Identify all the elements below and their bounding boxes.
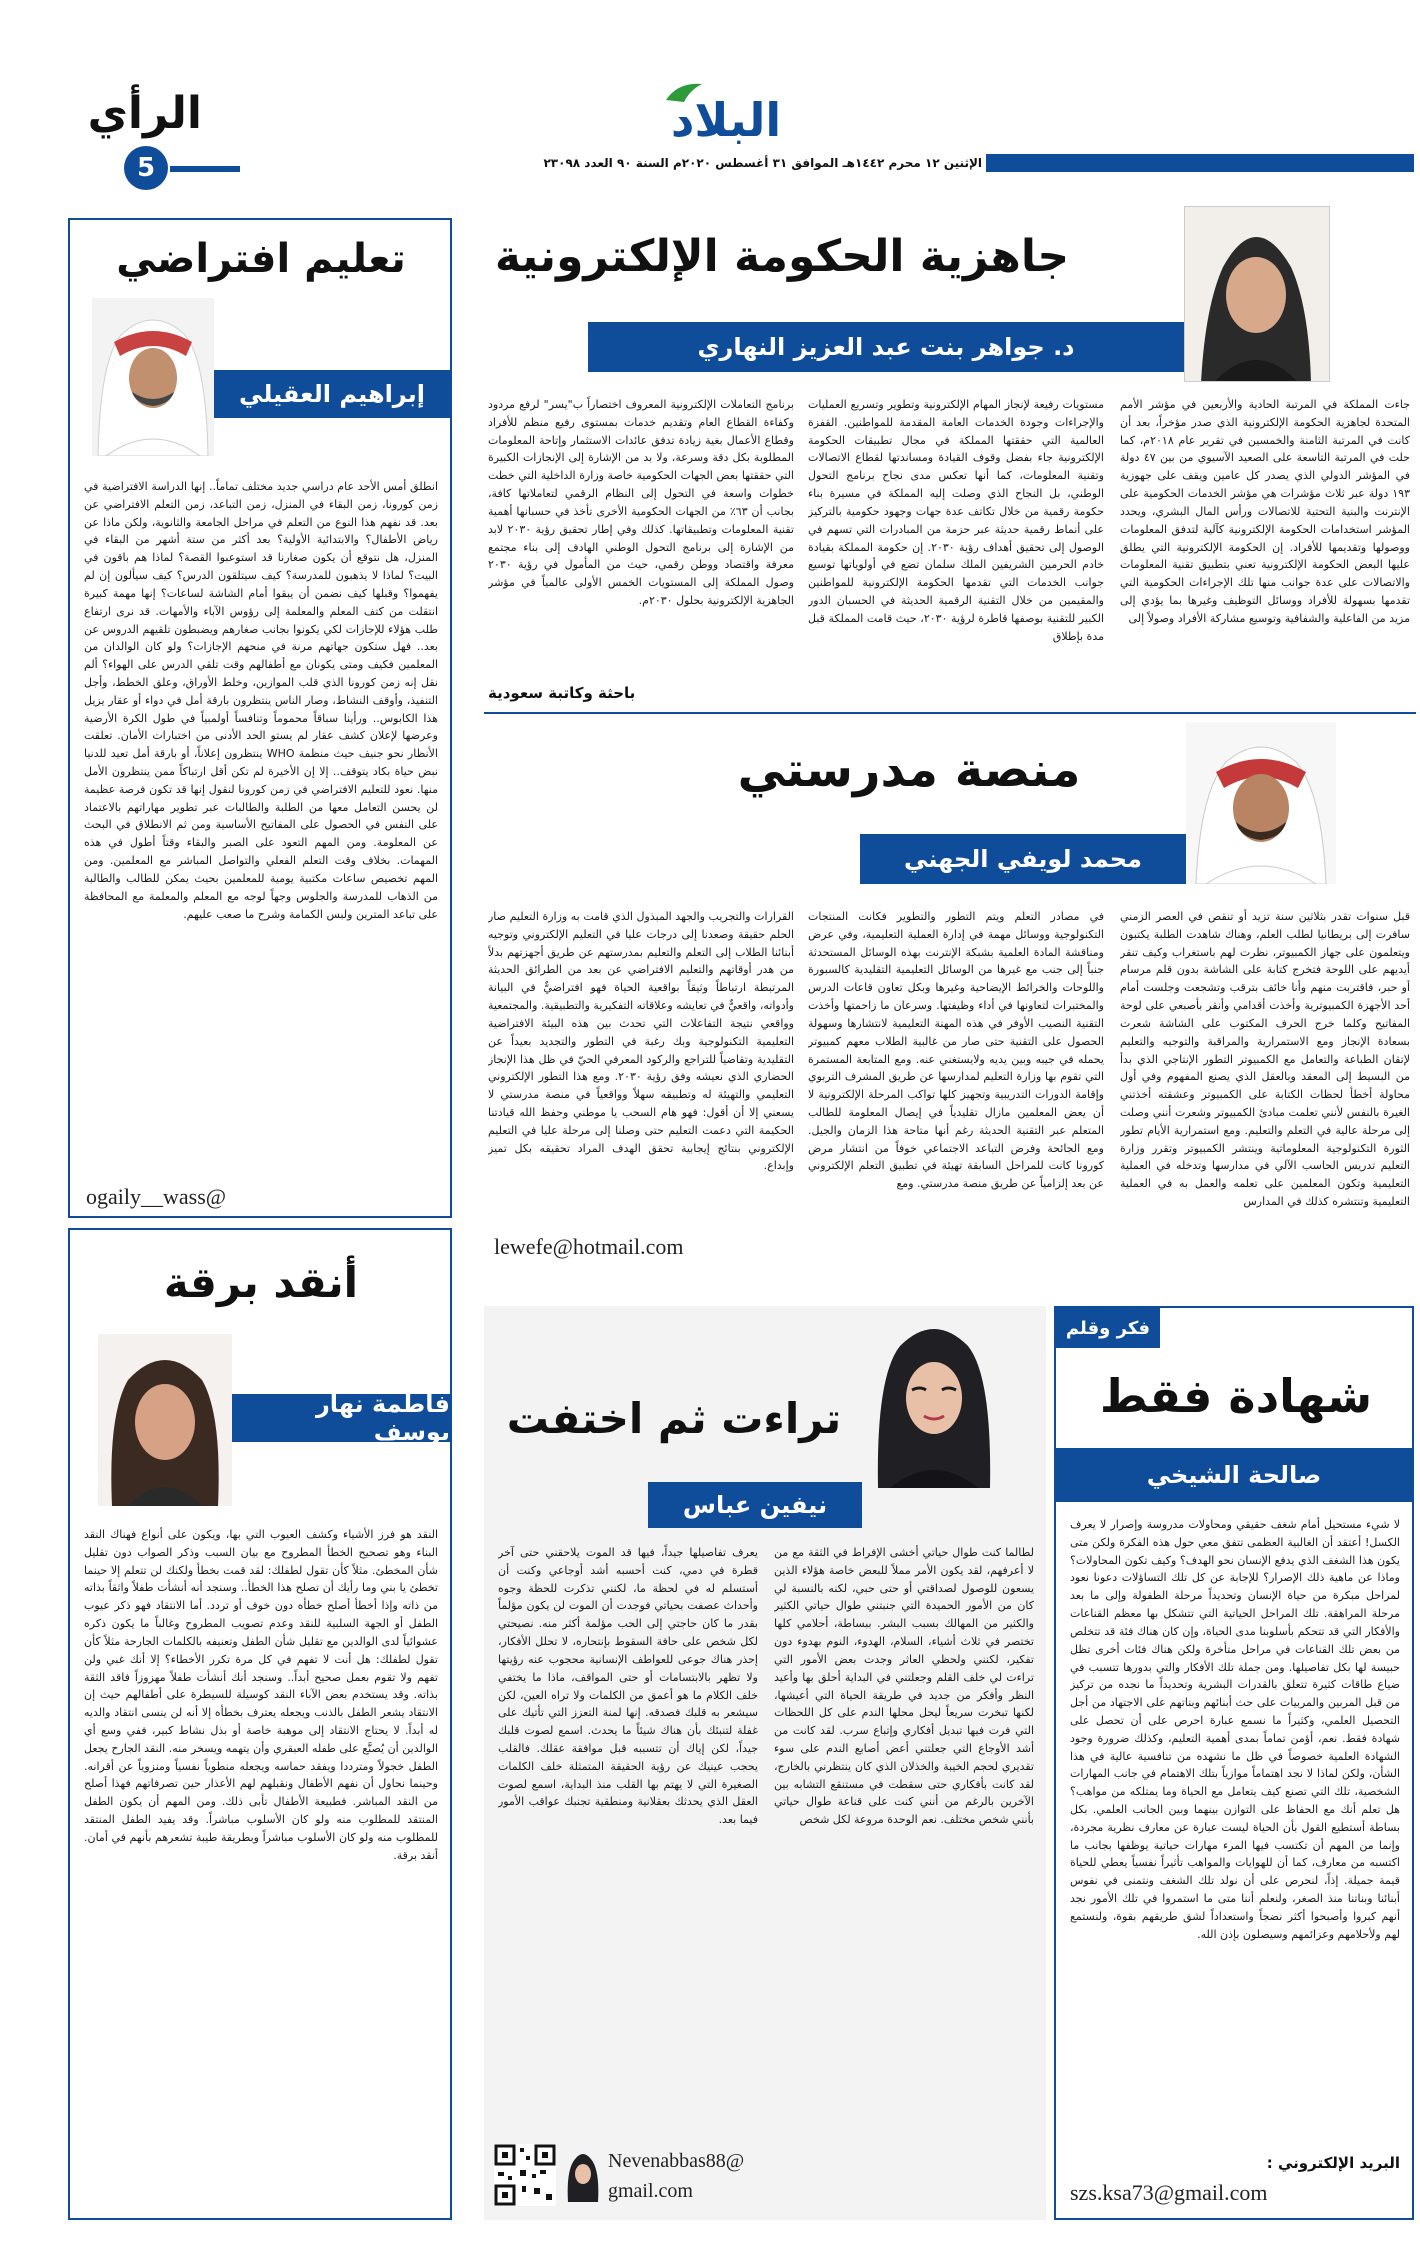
- newspaper-logo: [664, 80, 788, 152]
- article-column: يعرف تفاصيلها جيداً، فيها قد الموت يلاحقني حتى آخر قطرة في دمي، كنت أحسبه أشد أوجاعي وكنت أن أستسلم له في لحظة ما، لكنني تذكرت للحظة وجوه وأحداث عصفت بحياتي فوجدت أن الموت لن يكون مؤلماً بقدر ما كان حاجتي إلى الحب مؤلمة أكثر منه. نصيحتي لكل شخص على حافة السقوط بإنتحاره، لا تحلل الأفكار، إحذر هناك جوعى للعواطف الإنسانية محجوب عنه رؤيتها ولا تظهر بالابتسامات أو حتى المواقف، ماذا ما يختفي خلف الكلام ما هو أعمق من الكلمات ولا تراه العين، لكن سيشعر به قلبك فصدقه. إنها لمنة التعزز التي تأتيك على غفلة لتنبئك بأن هناك شيئاً ما يحدث. اسمع لصوت قلبك جيداً، لكن إياك أن تتسببه قبل موافقة عقلك. فالقلب يحجب عينيك عن رؤية الحقيقة المتمثلة خلف الكلمات الصغيرة التي لا يهتم بها القلب منذ البداية، اسمع لصوت العقل الذي يحدثك بعقلانية ومنطقية تجنبك عواقب الأمور فيما بعد.: [498, 1546, 758, 1827]
- section-underline: [170, 166, 240, 172]
- article-column: برنامج التعاملات الإلكترونية المعروف اختصاراً ب"يسر" لرفع مردود وكفاءة القطاع العام وتقديم خدمات بمستوى رفيع منظم للأفراد وقطاع الأعمال بغية زيادة تدفق عائدات الاستثمار وإتاحة المعلومات المطلوبة بكل دقة وسرعة، ولا بد من الإشارة إلى الإنجازات الكبيرة التي حققتها بعض الجهات الحكومية خاصة وزارة الداخلية التي خطت خطوات واسعة في التحول إلى النظام الرقمي لتعاملاتها كافة، بجانب أن ٦٣٪ من الجهات الحكومية الأخرى تأخذ في حسبانها أهمية تقنية المعلومات وتطبيقاتها. كذلك وفي إطار تحقيق رؤية ٢٠٣٠ لابد من الإشارة إلى برنامج التحول الوطني الهادف إلى بناء مجتمع معرفة واقتصاد ووطن رقمي، حيث من المأمول في رؤية ٢٠٣٠ وصول المملكة إلى المستويات الخمس الأولى عالمياً في مؤشر الجاهزية الإلكترونية بحلول ٢٠٣٠م.: [488, 398, 794, 607]
- section-tag: [1056, 1308, 1160, 1348]
- author-name: د. جواهر بنت عبد العزيز النهاري: [697, 333, 1075, 361]
- qr-code[interactable]: [494, 2144, 556, 2206]
- section-label: [87, 84, 202, 144]
- article-title: تعليم افتراضي: [116, 236, 406, 282]
- author-name: صالحة الشيخي: [1146, 1461, 1322, 1489]
- date-line: الإثنين ١٢ محرم ١٤٤٢هـ الموافق ٣١ أغسطس ٢٠٢٠م السنة ٩٠ العدد ٢٣٠٩٨: [543, 156, 982, 170]
- author-name-banner: [232, 1390, 450, 1446]
- divider: [484, 712, 1416, 714]
- date-bar: [986, 154, 1414, 172]
- article-title: أنقد برقة: [163, 1258, 359, 1307]
- author-name: إبراهيم العقيلي: [239, 380, 425, 408]
- article-faded: [484, 1306, 1046, 2220]
- author-photo: [98, 1334, 232, 1506]
- section-title: الرأي: [87, 88, 202, 139]
- article-title: شهادة فقط: [1099, 1369, 1373, 1423]
- author-name-banner: [860, 834, 1186, 884]
- email-label: البريد الإلكتروني :: [1266, 2154, 1400, 2172]
- article-certificate: [1054, 1306, 1414, 2220]
- article-body: النقد هو فرز الأشياء وكشف العيوب التي بها، ويكون على أنواع فهناك النقد البناء وهو تصحيح الخطأ المطروح مع بيان السبب وذكر الصواب دون تقليل شأن المخطئ. مثلاً كأن تقول لطفلك: لقد قمت بخطأ ولكنك لن تتعلم إلا حينما تخطئ يا بني وما رأيك أن تصلح هذا الخطأ.. وسنجد أنه أنشأت طفلاً واثقاً بذاته من ذاته وإذا أخطأ أصلح خطأه دون خوف أو تردد. أما الانتقاد فهو ذكر عيوب الطفل أو الجهة السلبية للنقد وعدم تصويب المطروح وغالباً ما يكون ذكره عشوائياً لدى الوالدين مع تقليل شأن الطفل وتعنيفه بالكلمات الجارحة مثلاً كأن تقول لطفلك: هل أنت لا تفهم في كل مرة تكرر الأخطاء؟ إلا أنك غبي ولن تفهم ولا تقوم بعمل صحيح أبداً.. وسنجد أنك أنشأت طفلاً مهزوزاً فاقد الثقة بذاته. وقد يستخدم بعض الآباء النقد كوسيلة للسيطرة على أطفالهم حيث إن الانتقاد يشعر الطفل بالذنب ويجعله يعترف بخطأه إلا أنه لن ينسى انتقاد والديه له أبداً. لا يحتاج الانتقاد إلى موهبة خاصة أو بذل نشاط كبير، ففي وسع أي الوالدين أن يُصنَّع على طفله العبقري وأن يتهمه ويسخر منه. النقد الجارح يجعل الطفل خجولاً ومترددا ويفقد حماسه ويجعله منطوياً نفسياً ومنزوياً عن أقرانه. وحينما نحاول أن نفهم الأطفال ونقبلهم لهم الأعذار حين تصرفاتهم فهذا أصلح من النقد المباشر. فطبيعة الأطفال تأبى ذلك. ومن المهم أن يكون الطفل المنتقد للمطلوب منه ولو كان الأسلوب مباشراً. وقد يفيد الطفل المنتقد للمطلوب منه ولو كان الأسلوب مباشراً وبطريقة طيبة تشعرهم بأنهم في أمان. أنقد برقة.: [84, 1528, 438, 1862]
- author-name-banner: [588, 322, 1184, 372]
- page-number-badge: [124, 146, 168, 190]
- author-email[interactable]: Nevenabbas88@ gmail.com: [608, 2150, 745, 2202]
- masthead: [0, 0, 1420, 183]
- logo-text: البلاد: [670, 93, 782, 147]
- article-body: انطلق أمس الأحد عام دراسي جديد مختلف تماماً.. إنها الدراسة الافتراضية في زمن كورونا، زمن البقاء في المنزل، زمن التباعد، زمن التعلم الافتراضي عن بعد. قد نفهم هذا النوع من التعلم في مراحل الجامعة والثانوية، ولكن ماذا عن رياض الأطفال؟ والابتدائية الأولية؟ بعد أكثر من ستة أشهر من البقاء في المنزل، هل نتوقع أن يكون صغارنا قد استوعبوا القصة؟ لماذا هم باقون في البيت؟ لماذا لا يذهبون للمدرسة؟ كيف سيتلقون الدرس؟ كيف سيألون إن لم يفهموا؟ وقبلها كيف نضمن أن يبقوا أمام الشاشة لساعات؟ إنها مهمة كبيرة انتقلت من كتف المعلم والمعلمة إلى رؤوس الآباء والأمهات. قد نرى ارتفاع طلب هؤلاء للإجازات لكي يكونوا بجانب صغارهم ويضبطون تلقيهم الدروس عن بعد.. فهل ستكون جهاتهم مرنة في منحهم الإجازات؟ ولو كان الوالدان من المعلمين فكيف ومتى يكونان مع أطفالهم وقت تلقي الدرس على الهواء؟ ألم نقل إنه زمن كورونا الذي قلب الموازين، وخلط الأوراق، وعلق الخطط، وأجل التنفيذ، وأوقف النشاط، وصار الناس ينتظرون بارقة أمل في دواء أو عقار يزيل هذا الكابوس.. ورأينا سباقاً محموماً وتنافساً أولمبياً في طول الكرة الأرضية وعرضها لإعلان كشف عقار لم يستو الحد الأدنى من اختبارات الأمان. تعلقت الأنظار نحو جنيف حيث منظمة WHO ينتظرون إعلاناً، أو بارقة أمل تعيد للدنيا نبض حياة بكاد يتوقف.. إلا إن الأخيرة لم تكن أقل ارتباكاً ممن ينتظرون الأمل منها. نعود للتعليم الافتراضي في زمن كورونا لنقول إنها قد تكون فرصة عظيمة لن يحسن التعامل معها من الطلبة والطالبات عبر تطوير مهاراتهم بالاعتماد على النفس في الحصول على المفاتيح الأساسية ومن ثم الانطلاق في البحث عن المعلومة. ومن المهم التعود على الصبر والبقاء وقتاً أطول في هذه المهمات. بخلاف وقت التعلم الفعلي والتواصل المباشر مع المعلمين. ومن المهم تخصيص ساعات مكتبية يومية للمعلمين بحيث يمكن للطالب والطالبة من الذهاب للمدرسة والجلوس وجهاً لوجه مع المعلم والمعلمة مع المحافظة على تباعد المترين ولبس الكمامة وشرح ما صعب عليهم.: [84, 480, 438, 921]
- article-title: جاهزية الحكومة الإلكترونية: [494, 231, 1070, 282]
- author-name: نيفين عباس: [682, 1491, 828, 1519]
- article-column: في مصادر التعلم ويتم التطور والتطوير فكانت المنتجات التكنولوجية ووسائل مهمة في إدارة العملية التعليمية، وفي عرض ومناقشة المادة العلمية بشبكة الإنترنت بهذه الوسائل المستحدثة جنباً إلى جنب مع غيرها من الوسائل التعليمية التقليدية كالسبورة واللوحات والخرائط الإيضاحية وغيرها وبكل تعاون قاعات الدرس والمختبرات لتعاونها في أداء وظيفتها. وسرعان ما زاحمتها وأخذت التقنية النصيب الأوفر في هذه المهنة التعليمية لانتشارها وسهولة الحصول على التقنية حتى صار من غالبية الطلاب معهم كمبيوتر يحمله في جيبه وبين يديه ولايستغني عنه. ومع المتابعة المستمرة التي تقوم بها وزارة التعليم لمدارسها عن طريق المشرف التربوي وإقامة الدورات التدريبية وتجهيز كلها تواكب المرحلة الإلكترونية لا أن يعض المعلمين مازال تقليدياً في إيصال المعلومة للطالب المتعلم عبر التقنية الحديثة رغم أنها متاحة هذا الزمان والجيل. ومع الجائحة وفرض التباعد الاجتماعي خوفاً من انتشار مرض كورونا كانت للمراحل السابقة تهيئة في تطبيق التعلم الإلكتروني عن بعد إلزامياً عن طريق منصة مدرستي. ومع: [808, 910, 1104, 1191]
- author-photo: [1186, 722, 1336, 884]
- page-number: 5: [136, 153, 156, 183]
- article-egov: [484, 194, 1416, 714]
- article-title: منصة مدرستي: [737, 742, 1081, 798]
- article-column: جاءت المملكة في المرتبة الحادية والأربعين في مؤشر الأمم المتحدة لجاهزية الحكومة الإلكترونية الذي صدر مؤخراً، بعد أن كانت في المرتبة الثامنة والخمسين في تقرير عام ٢٠١٨م، كما حلت في المرتبة التاسعة على الصعيد الآسيوي من بين ٤٧ دولة في المؤشر الدولي الذي يصدر كل عامين ويقف على جهوزية ١٩٣ دولة عبر ثلاث مؤشرات هي مؤشر الخدمات الحكومية على الإنترنت والبنية التحتية للاتصالات ورأس المال البشري، ويحدد المؤشر استخدامات الحكومة الإلكترونية كآلية لتدفق المعلومات ووصولها وتقديمها للأفراد. إن الحكومة الإلكترونية التي يطلق عليها البعض الحكومة الإلكترونية تعني بتطبيق تقنية المعلومات والاتصالات على عدة جوانب منها تلك الإجراءات الحكومية التي تقدمها بسهولة للأفراد ووسائل التوظيف وغيرها بما يؤدي إلى مزيد من الفاعلية والشفافية وتوسيع مشاركة الأفراد وصولاً إلى: [1120, 398, 1410, 625]
- author-photo: [1184, 206, 1330, 382]
- author-signature: باحثة وكاتبة سعودية: [488, 684, 636, 702]
- author-name: محمد لويفي الجهني: [904, 845, 1142, 873]
- article-column: القرارات والتجريب والجهد المبذول الذي قامت به وزارة التعليم صار الحلم حقيقة وصعدنا إلى درجات عليا في التعليم الإلكتروني وتوجيه أبنائنا الطلاب إلى التعلم والتعليم بمدرستهم عن طريق أجهزتهم بدلاً من هدر أوقاتهم والتعليم الافتراضي عن بعد من الطرائق الحديثة المرتبطة ارتباطاً وثيقاً بواقعية الحياة فهو افتراضيٌّ في البيانة وأدواته، واقعيٌّ في تعايشه وعلاقاته التفكيرية والتطبيقية. والمجتمعية وواقعي نتيجة التفاعلات التي تحدث بين هذه البيئة الافتراضية التعليمية التكنولوجية وبك رغبة في التطور والتجديد بعيداً عن التقليدية وتقاضياً للتراجع والركود المعرفي الحيّ في ظل هذا الإنجاز الحضاري الذي نعيشه وفق رؤية ٢٠٣٠. ومع هذا التطور الإلكتروني التعليمي والتهيئة له وتطبيقه سهلاً وواقعياً في منصة مدرستي لا يسعني إلا أن أقول: فهو هام السحب يا موطني وحفظ الله قيادتنا الحكيمة التي دعمت التعليم حتى وصلنا إلى مرحلة عليا في التعليم الإلكتروني بنتائج إيجابية تحقق الهدف المراد تحقيقه بكل تميز وإبداع.: [488, 910, 794, 1173]
- section-tag-label: فكر وقلم: [1065, 1317, 1151, 1339]
- article-column: لطالما كنت طوال حياتي أخشى الإفراط في الثقة مع من لا أعرفهم، لقد يكون الأمر مملاً للبعض خاصة هؤلاء الذين يسعون للوصول لصداقتي أو حتى حبي، لكنه بالنسبة لي كان من الأمور الحميدة التي جنبتني طوال حياتي الكثير والكثير من المهالك بسبب البشر. ببساطة، أحلامي كلها تختصر في ثلاث أشياء، السلام، الهدوء، النوم بهدوء دون تفكير، لكنني ولحظي العاثر وجدت بعض الأمور التي تراءت لي خلف القلم وجعلتني في البداية أحلق بها وأعيد النظر وأفكر من جديد في طريقة الحياة التي أعيشها، لكنها تبخرت سريعاً ليحل محلها الندم على كل اللحظات التي فرت فيها تبديل أفكاري وإتباع سرب. لقد كانت من أشد الأوجاع التي جعلتني أعض أصابع الندم على سوء تقديري لحجم الخيبة والخذلان الذي كان ينتظرني بالخارج، لقد كانت بأفكاري حتى سقطت في مستنقع التشابه بين الآخرين بالرغم من أنني كنت على قناعة طوال حياتي بأنني شخص مختلف. نعم الوحدة مروعة لكل شخص: [774, 1546, 1034, 1827]
- article-virtual: [68, 218, 452, 1218]
- author-name-banner: [214, 370, 450, 418]
- author-email[interactable]: ogaily__wass@: [86, 1184, 227, 1209]
- author-name: فاطمة نهار يوسف: [315, 1390, 450, 1446]
- author-name-banner: [1056, 1448, 1412, 1502]
- author-email[interactable]: lewefe@hotmail.com: [494, 1234, 684, 1259]
- article-criticism: [68, 1228, 452, 2220]
- author-name-banner: [648, 1482, 862, 1528]
- article-body: لا شيء مستحيل أمام شغف حقيقي ومحاولات مدروسة وإصرار لا يعرف الكسل! أعتقد أن الغالبية العظمى تتفق معي حول هذه الفكرة ولكن متى يكون هذا الشغف الذي يدفع الإنسان نحو الهدف؟ وكيف تكون المحاولات؟ وماذا عن ماهية ذلك الإصرار؟ للإجابة عن كل تلك التساؤلات دعونا نعود لمراحل مبكرة من حياة الإنسان وتحديداً مرحلة الطفولة وإلى ما بعد مرحلة المراهقة. تلك المراحل الحياتية التي تتشكل بها معظم القناعات والأفكار التي قد تتحكم بأسلوبنا مدى الحياة، وإن كان هناك فئة قد تتخلص من بعض تلك القناعات في مراحل متأخرة ولكن هناك فئات أخرى تظل حبيسة لها بكل تفاصيلها. ومن جملة تلك الأفكار والتي بدورها تتسبب في ضياع طاقات كثيرة تتعلق بالقدرات البشرية وتحديداً ما نجده من تركيز من قبل المربين والمربيات على حث أبنائهم وبناتهم على الاجتهاد من أجل التحصيل العلمي، وكثيراً ما نسمع عبارة احرص على أن تحصل على شهادة فقط. نعم، أؤمن تماماً بمدى أهمية التعليم، وكذلك ضرورة وجود الشهادة العلمية خصوصاً في ظل ما نشهده من تنافسية عالية في هذا الشأن، ولكن لماذا لا نجد اهتماماً موازياً بتلك الاهتمام في جانب المهارات الشخصية، تلك التي تصنع كيف يتعامل مع الحياة وما يمتلكه من مواهب؟ هل تعلم أنك مع الحفاظ على التوازن بينهما وبين الجانب العلمي. بكل بساطة أستطيع القول بأن الحياة ليست عبارة عن معارف نظرية مجردة، وإنما من المهم أن تكتسب فيها المرء مهارات حياتية يوظفها بجانب ما اكتسبه من معارف، كما أن للهوايات والمواهب تأثيراً نفسياً يعطي للحياة قيمة جميلة. إذاً، لنحرص على أن نولد تلك الشغف ونتمنى في نفوس أبنائنا وبناتنا منذ الصغر، ولنعلم أننا متى ما استمروا في تلك الأمور نجد أنهم كبروا وأصبحوا أكثر نضجاً واستعداداً لشق طريقهم بقوة، ولنستمع لهم ولأحلامهم وعزائمهم وسيصلون بإذن الله.: [1070, 1518, 1400, 1941]
- article-title: تراءت ثم اختفت: [506, 1394, 842, 1443]
- article-madrasati: [484, 718, 1416, 1278]
- author-email[interactable]: szs.ksa73@gmail.com: [1070, 2180, 1268, 2205]
- author-photo: [860, 1316, 1008, 1488]
- author-avatar-small: [564, 2148, 602, 2202]
- article-column: مستويات رفيعة لإنجاز المهام الإلكترونية وتطوير وتسريع العمليات والإجراءات وجودة الخدمات العامة المقدمة للمواطنين. القفزة العالمية التي حققتها المملكة في مجال تطبيقات الحكومة الإلكترونية جاء بفضل وقوف القيادة ومساندتها لقطاع الاتصالات وتقنية المعلومات، كما أنها تعكس مدى نجاح برنامج التحول الوطني، بل النجاح الذي وصلت إليه المملكة في مسيرة بناء حكومة رقمية من خلال تكاتف عدة جهات وجهود حكومية بالتركيز على أنماط رقمية حديثة عبر حزمة من المبادرات التي تسهم في الوصول إلى تحقيق أهداف رؤية ٢٠٣٠. إن حكومة المملكة بقيادة خادم الحرمين الشريفين الملك سلمان تضع في أولوياتها توسيع جوانب الخدمات التي تقدمها الحكومة الإلكترونية للمواطنين والمقيمين من خلال التقنية الرقمية الحديثة في الحسبان الدور الكبير للتقنية بوصفها قاطرة لرؤية ٢٠٣٠، حيث قامت المملكة قبل مدة بإطلاق: [808, 398, 1104, 643]
- author-photo: [92, 298, 214, 456]
- article-column: قبل سنوات تقدر بثلاثين سنة تزيد أو تنقص في العصر الزمني سافرت إلى بريطانيا لطلب العلم، وهناك شاهدت الطلبة يكتبون ويتعلمون على جهاز الكمبيوتر، نظرت لهم باستغراب وكيف تنقر أيديهم على اللوحة فتخرج كتابة على الشاشة بدون قلم مرسام أو حبر، فاقتربت منهم وأنا خائف بترقب وتشجعت وجلست أمام أحد الأجهزة الكمبيوترية وأخذت أقدامي وأنقر بأصبعي على لوحة المفاتيح وكلما خرج الحرف المكتوب على الشاشة شعرت بسعادة الإنجاز ومع الاستمرارية والمراقبة والتوجيه والتعليم لإتقان الطباعة والتعامل مع الكمبيوتر التطور الإنتاجي الذي بدأ من البسيط إلى المعقد وبالعقل الذي يصنع المفهوم وفي أول محاولة أخطأ لحظات الكتابة على الكمبيوتر وعشقته أخذتني الغيرة بالنفس لأنني تعلمت مبادئ الكمبيوتر وشعرت أنني وصلت إلى مرحلة عالية في التعلم والتعليم. ومع استمرارية الأيام تطور الثورة التكنولوجية المعلوماتية وينتشر الكمبيوتر وتقرر وزارة التعليم تدريس الحاسب الآلي في مدارسها وتدخله في العملية التعليمية وتكون المعلمين على تعلمه والعمل به في العملية التعليمية وتنتشره كذلك في المدارس: [1120, 910, 1410, 1208]
